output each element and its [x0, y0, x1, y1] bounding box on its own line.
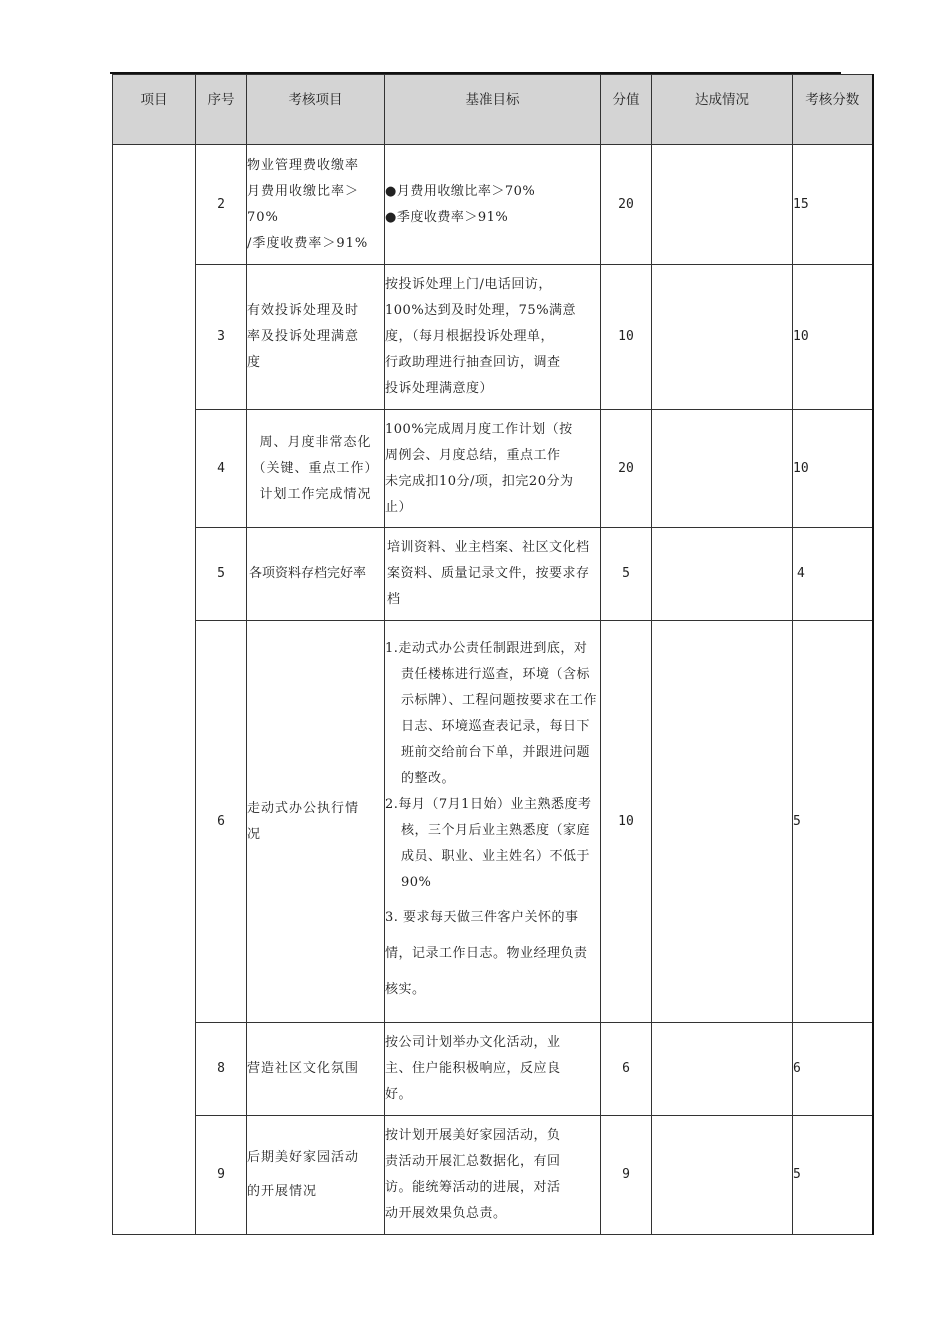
row-target-line: 周例会、月度总结，重点工作 — [385, 447, 561, 463]
row-target-line: ●月费用收缴比率＞70% — [385, 183, 536, 199]
row-no: 6 — [196, 621, 247, 1023]
row-target-line: 访。能统筹活动的进展，对活 — [385, 1180, 561, 1195]
row-weight: 10 — [601, 265, 652, 410]
row-item-line: 各项资料存档完好率 — [249, 566, 367, 581]
row-target-line: 按投诉处理上门/电话回访， — [385, 277, 552, 292]
row-score: 5 — [793, 621, 873, 1023]
row-item — [247, 410, 385, 528]
header-row — [113, 75, 873, 145]
row-target — [385, 145, 601, 265]
row-no: 2 — [196, 145, 247, 265]
header-target: 基准目标 — [385, 75, 601, 145]
row-item-line: 的开展情况 — [247, 1184, 318, 1199]
row-achievement — [652, 1116, 793, 1235]
row-item-line: 营造社区文化氛围 — [247, 1061, 360, 1076]
row-item-line: 月费用收缴比率＞ — [247, 183, 360, 199]
row-item-line: 有效投诉处理及时 — [247, 303, 360, 318]
row-target-line: 度，（每月根据投诉处理单， — [385, 329, 555, 344]
row-target — [385, 410, 601, 528]
row-item — [247, 621, 385, 1023]
row-target-line: 动开展效果负总责。 — [385, 1206, 507, 1221]
row-no: 3 — [196, 265, 247, 410]
row-target-line: 100%达到及时处理，75%满意 — [385, 303, 577, 318]
row-item-line: 周、月度非常态化 — [259, 434, 372, 450]
row-weight: 20 — [601, 145, 652, 265]
row-weight: 6 — [601, 1023, 652, 1116]
row-item-line: 度 — [247, 355, 262, 370]
header-weight: 分值 — [601, 75, 652, 145]
row-weight: 20 — [601, 410, 652, 528]
row-target-paragraph: 3. 要求每天做三件客户关怀的事情，记录工作日志。物业经理负责核实。 — [385, 909, 588, 997]
row-item — [247, 1116, 385, 1235]
row-target-line: 100%完成周月度工作计划（按 — [385, 421, 573, 437]
row-achievement — [652, 621, 793, 1023]
row-target-line: 按计划开展美好家园活动，负 — [385, 1128, 561, 1143]
row-no: 4 — [196, 410, 247, 528]
row-target — [385, 1023, 601, 1116]
row-score: 10 — [793, 265, 873, 410]
header-no: 序号 — [196, 75, 247, 145]
header-achievement: 达成情况 — [652, 75, 793, 145]
header-project: 项目 — [113, 75, 196, 145]
project-cell — [113, 145, 196, 1235]
header-score: 考核分数 — [793, 75, 873, 145]
row-achievement — [652, 1023, 793, 1116]
row-target — [385, 265, 601, 410]
table-row — [113, 1023, 873, 1116]
row-target-list-item: 2.每月（7月1日始）业主熟悉度考核，三个月后业主熟悉度（家庭成员、职业、业主姓名）不低于90% — [385, 796, 592, 890]
row-target-line: 主、住户能积极响应，反应良 — [385, 1061, 561, 1076]
row-score: 10 — [793, 410, 873, 528]
row-target-line: 案资料、质量记录文件，按要求存 — [387, 566, 590, 581]
row-score: 15 — [793, 145, 873, 265]
row-target — [385, 528, 601, 621]
row-target-line: ●季度收费率＞91% — [385, 209, 509, 225]
row-item-line: 走动式办公执行情 — [247, 800, 360, 816]
row-target — [385, 1116, 601, 1235]
row-item-line: （关键、重点工作） — [252, 460, 379, 476]
row-no: 5 — [196, 528, 247, 621]
row-achievement — [652, 410, 793, 528]
row-target-line: 止） — [385, 499, 413, 515]
row-weight: 9 — [601, 1116, 652, 1235]
row-target-line: 投诉处理满意度） — [385, 381, 494, 396]
row-target-line: 档 — [387, 592, 401, 607]
table-row — [113, 410, 873, 528]
row-target-line: 责活动开展汇总数据化，有回 — [385, 1154, 561, 1169]
row-target-line: 未完成扣10分/项，扣完20分为 — [385, 473, 574, 489]
row-item-line: 物业管理费收缴率 — [247, 157, 360, 173]
header-item: 考核项目 — [247, 75, 385, 145]
table-row — [113, 265, 873, 410]
row-item — [247, 528, 385, 621]
row-achievement — [652, 145, 793, 265]
row-weight: 5 — [601, 528, 652, 621]
row-no: 9 — [196, 1116, 247, 1235]
row-target-line: 按公司计划举办文化活动，业 — [385, 1035, 561, 1050]
row-target-line: 培训资料、业主档案、社区文化档 — [387, 540, 590, 555]
row-item — [247, 1023, 385, 1116]
row-target — [385, 621, 601, 1023]
row-item-line: 率及投诉处理满意 — [247, 329, 360, 344]
row-achievement — [652, 265, 793, 410]
row-item-line: /季度收费率＞91% — [247, 235, 369, 251]
row-item-line: 况 — [247, 826, 262, 842]
row-score: 5 — [793, 1116, 873, 1235]
row-score: 6 — [793, 1023, 873, 1116]
row-item — [247, 265, 385, 410]
row-target-line: 好。 — [385, 1087, 413, 1102]
table-row — [113, 621, 873, 1023]
row-item-line: 计划工作完成情况 — [259, 486, 372, 502]
row-item — [247, 145, 385, 265]
row-score: 4 — [793, 528, 873, 621]
table-row — [113, 145, 873, 265]
kpi-table — [112, 74, 874, 1235]
row-no: 8 — [196, 1023, 247, 1116]
row-item-line: 70% — [247, 209, 279, 225]
row-item-line: 后期美好家园活动 — [247, 1150, 360, 1165]
row-weight: 10 — [601, 621, 652, 1023]
row-target-list-item: 1.走动式办公责任制跟进到底，对责任楼栋进行巡查，环境（含标示标牌）、工程问题按要求在工作日志、环境巡查表记录，每日下班前交给前台下单，并跟进问题的整改。 — [385, 640, 598, 786]
row-achievement — [652, 528, 793, 621]
row-target-line: 行政助理进行抽查回访，调查 — [385, 355, 561, 370]
table-row — [113, 1116, 873, 1235]
table-row — [113, 528, 873, 621]
